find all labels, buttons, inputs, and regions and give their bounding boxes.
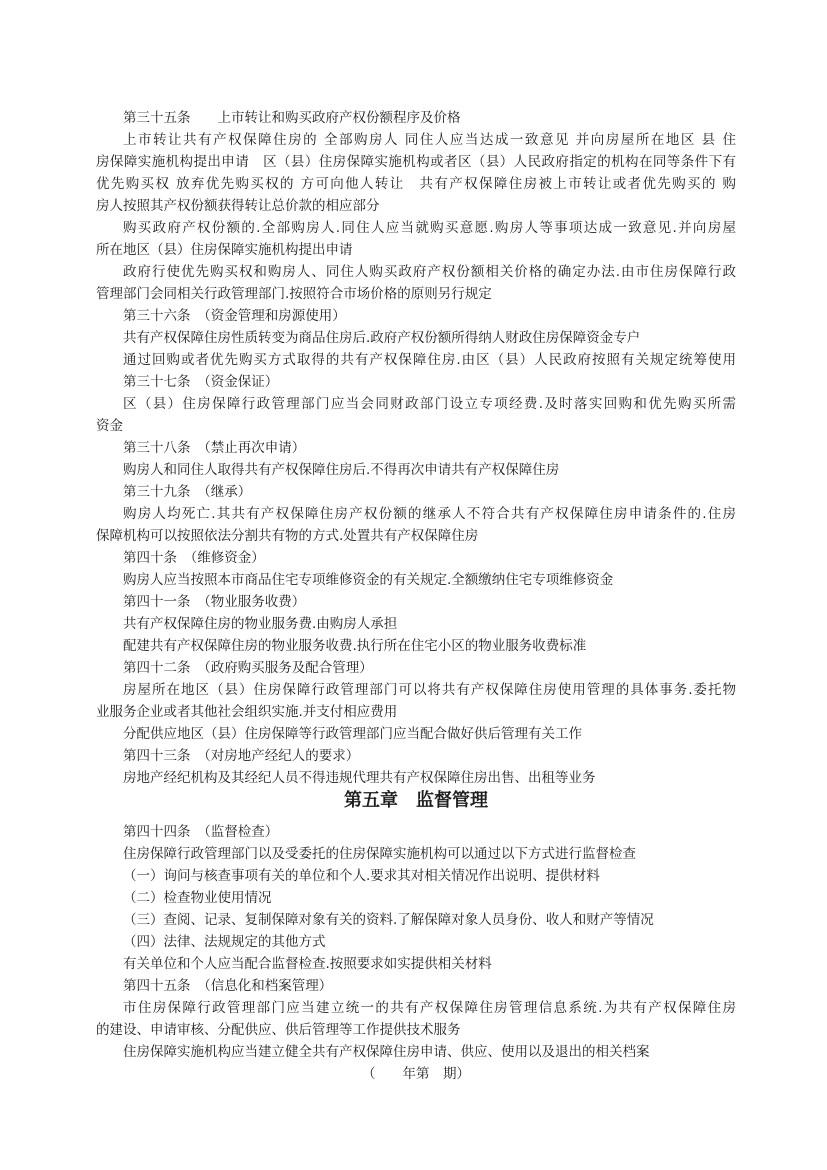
text-line: 市住房保障行政管理部门应当建立统一的共有产权保障住房管理信息系统.为共有产权保障住房 (123, 1000, 736, 1016)
text-line: 的建设、申请审核、分配供应、供后管理等工作提供技术服务 (96, 1022, 461, 1038)
text-line: 管理部门会同相关行政管理部门.按照符合市场价格的原则另行规定 (96, 286, 492, 302)
article-heading: 第三十九条 （继承） (123, 484, 252, 500)
text-line: （四）法律、法规规定的其他方式 (123, 934, 326, 950)
text-line: 上市转让共有产权保障住房的 全部购房人 同住人应当达成一致意见 并向房屋所在地区 县 住 (123, 132, 736, 148)
text-line: （三）查阅、记录、复制保障对象有关的资料.了解保障对象人员身份、收人和财产等情况 (123, 912, 654, 928)
document-page (96, 107, 736, 1085)
text-line: 房屋所在地区（县）住房保障行政管理部门可以将共有产权保障住房使用管理的具体事务.委托物 (123, 682, 736, 698)
text-line: 业服务企业或者其他社会组织实施.并支付相应费用 (96, 704, 398, 720)
text-line: 有关单位和个人应当配合监督检查.按照要求如实提供相关材料 (123, 956, 492, 972)
article-heading: 第四十二条 （政府购买服务及配合管理） (123, 660, 373, 676)
text-line: 住房保障实施机构应当建立健全共有产权保障住房申请、供应、使用以及退出的相关档案 (123, 1044, 650, 1060)
text-line: 房地产经纪机构及其经纪人员不得违规代理共有产权保障住房出售、出租等业务 (123, 770, 596, 786)
article-heading: 第四十四条 （监督检查） (123, 824, 279, 840)
text-line: （一）询问与核查事项有关的单位和个人.要求其对相关情况作出说明、提供材料 (123, 868, 600, 884)
article-heading: 第三十六条 （资金管理和房源使用） (123, 308, 346, 324)
text-line: 所在地区（县）住房保障实施机构提出申请 (96, 242, 353, 258)
article-heading: 第三十七条 （资金保证） (123, 374, 279, 390)
article-heading: 第三十五条 上市转让和购买政府产权份额程序及价格 (123, 110, 461, 126)
page-footer-issue: （ 年第 期） (362, 1066, 470, 1082)
text-line: 房保障实施机构提出申请 区（县）住房保障实施机构或者区（县）人民政府指定的机构在同等条件下有 (96, 154, 736, 170)
chapter-heading: 第五章 监督管理 (344, 790, 488, 811)
text-line: 分配供应地区（县）住房保障等行政管理部门应当配合做好供后管理有关工作 (123, 726, 582, 742)
article-heading: 第四十三条 （对房地产经纪人的要求） (123, 748, 360, 764)
text-line: 政府行使优先购买权和购房人、同住人购买政府产权份额相关价格的确定办法.由市住房保障行政 (123, 264, 736, 280)
text-line: 房人按照其产权份额获得转让总价款的相应部分 (96, 198, 380, 214)
text-line: 配建共有产权保障住房的物业服务收费.执行所在住宅小区的物业服务收费标准 (123, 638, 587, 654)
articles-section-chapter-4 (96, 107, 736, 789)
text-line: 购买政府产权份额的.全部购房人.同住人应当就购买意愿.购房人等事项达成一致意见.并向房屋 (123, 220, 736, 236)
text-line: 资金 (96, 418, 123, 434)
article-heading: 第四十条 （维修资金） (123, 550, 265, 566)
text-line: 共有产权保障住房性质转变为商品住房后.政府产权份额所得纳人财政住房保障资金专户 (123, 330, 641, 346)
text-line: （二）检查物业使用情况 (123, 890, 272, 906)
text-line: 购房人应当按照本市商品住宅专项维修资金的有关规定.全额缴纳住宅专项维修资金 (123, 572, 614, 588)
text-line: 优先购买权 放弃优先购买权的 方可向他人转让 共有产权保障住房被上市转让或者优先购买的 购 (96, 176, 736, 192)
text-line: 购房人均死亡.其共有产权保障住房产权份额的继承人不符合共有产权保障住房申请条件的.住房 (123, 506, 736, 522)
text-line: 住房保障行政管理部门以及受委托的住房保障实施机构可以通过以下方式进行监督检查 (123, 846, 636, 862)
article-heading: 第四十一条 （物业服务收费） (123, 594, 306, 610)
text-line: 购房人和同住人取得共有产权保障住房后.不得再次申请共有产权保障住房 (123, 462, 560, 478)
articles-section-chapter-5 (96, 821, 736, 1063)
text-line: 区（县）住房保障行政管理部门应当会同财政部门设立专项经费.及时落实回购和优先购买所需 (123, 396, 736, 412)
article-heading: 第四十五条 （信息化和档案管理） (123, 978, 333, 994)
text-line: 通过回购或者优先购买方式取得的共有产权保障住房.由区（县）人民政府按照有关规定统筹使用 (123, 352, 736, 368)
text-line: 保障机构可以按照依法分割共有物的方式.处置共有产权保障住房 (96, 528, 479, 544)
text-line: 共有产权保障住房的物业服务费.由购房人承担 (123, 616, 398, 632)
article-heading: 第三十八条 （禁止再次申请） (123, 440, 306, 456)
